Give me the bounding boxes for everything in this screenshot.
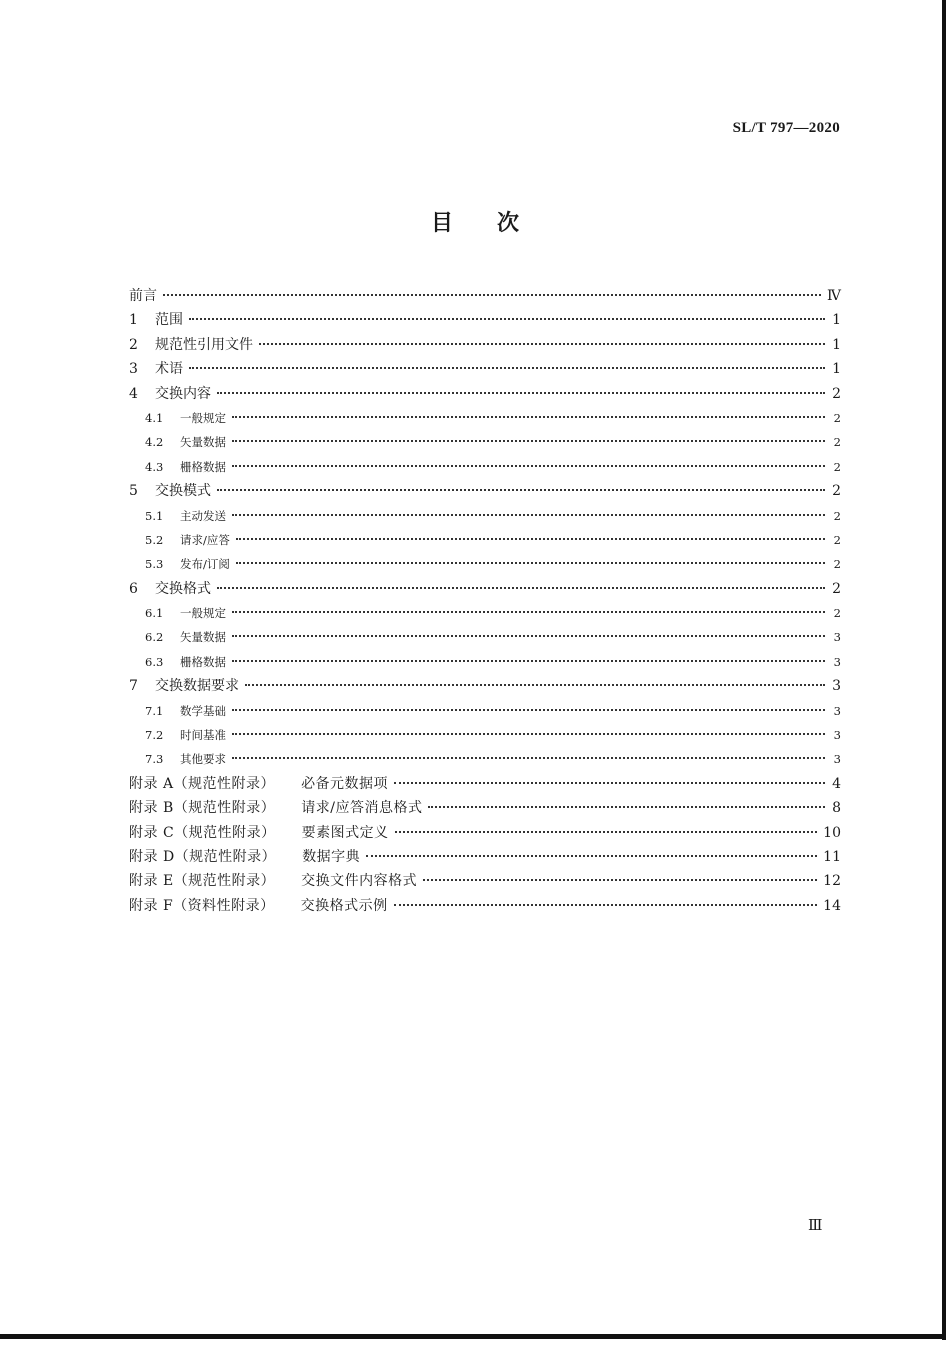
toc-entry-page: 2: [833, 606, 841, 621]
toc-entry-page: 2: [833, 459, 841, 474]
toc-entry[interactable]: [129, 479, 841, 503]
dot-leader: [189, 366, 825, 369]
dot-leader: [163, 293, 821, 296]
toc-entry-page: 3: [833, 703, 841, 718]
document-code: SL/T 797—2020: [732, 120, 840, 136]
toc-entry-page: 2: [833, 435, 841, 450]
toc-entry-number: 6.3: [145, 654, 164, 669]
toc-entry-label: 矢量数据: [180, 630, 226, 645]
toc-subentry[interactable]: [129, 625, 841, 649]
toc-entry-number: 7: [129, 678, 138, 695]
appendix-prefix: 附录 A（规范性附录）: [129, 775, 276, 792]
toc-entry-page: Ⅳ: [827, 288, 841, 304]
toc-entry-label: 发布/订阅: [180, 557, 230, 572]
toc-entry-page: 2: [832, 385, 841, 402]
toc-entry-number: 4: [129, 385, 138, 402]
toc-entry-label: 术语: [155, 361, 183, 378]
toc-entry-label: 一般规定: [180, 410, 226, 425]
toc-subentry[interactable]: [129, 504, 841, 528]
toc-entry-label: 一般规定: [180, 606, 226, 621]
toc-title-char-2: 次: [497, 211, 520, 236]
appendix-prefix: 附录 F（资料性附录）: [129, 897, 275, 914]
toc-entry-page: 2: [833, 410, 841, 425]
toc-entry-label: 交换格式: [155, 580, 211, 597]
dot-leader: [232, 513, 825, 516]
page-number: Ⅲ: [808, 1218, 823, 1234]
dot-leader: [232, 756, 825, 759]
toc-title-char-1: 目: [430, 211, 453, 236]
dot-leader: [232, 659, 825, 662]
toc-entry-page: 3: [833, 728, 841, 743]
dot-leader: [236, 537, 825, 540]
toc-entry[interactable]: [129, 382, 841, 406]
toc-entry-label: 栅格数据: [180, 654, 226, 669]
toc-entry-label: 范围: [155, 312, 183, 329]
toc-appendix-d[interactable]: [129, 845, 841, 869]
toc-entry-number: 4.1: [145, 410, 164, 425]
toc-entry-preface[interactable]: [129, 284, 841, 308]
toc-entry-label: 交换模式: [155, 483, 211, 500]
dot-leader: [232, 634, 825, 637]
dot-leader: [428, 805, 825, 808]
toc-entry-number: 7.2: [145, 728, 164, 743]
toc-subentry[interactable]: [129, 723, 841, 747]
toc-appendix-c[interactable]: [129, 821, 841, 845]
dot-leader: [217, 391, 825, 394]
toc-entry-number: 4.3: [145, 459, 164, 474]
toc-entry-page: 1: [832, 361, 841, 378]
toc-subentry[interactable]: [129, 528, 841, 552]
dot-leader: [395, 830, 818, 833]
toc-entry-page: 1: [832, 312, 841, 329]
dot-leader: [232, 610, 825, 613]
dot-leader: [232, 732, 825, 735]
appendix-prefix: 附录 D（规范性附录）: [129, 848, 277, 865]
toc-entry-page: 3: [833, 654, 841, 669]
toc-title: [0, 206, 950, 237]
dot-leader: [394, 903, 818, 906]
toc-entry-number: 7.1: [145, 703, 164, 718]
toc-entry-label: 栅格数据: [180, 459, 226, 474]
toc-entry-number: 4.2: [145, 435, 164, 450]
toc-entry-page: 11: [823, 848, 841, 865]
toc-entry-label: 时间基准: [180, 728, 226, 743]
dot-leader: [259, 342, 825, 345]
toc-entry-page: 2: [833, 508, 841, 523]
toc-entry-page: 3: [833, 630, 841, 645]
toc-entry-number: 3: [129, 361, 138, 378]
toc-entry[interactable]: [129, 308, 841, 332]
toc-entry-page: 10: [823, 824, 841, 841]
toc-entry-page: 8: [832, 800, 841, 817]
toc-entry-number: 5: [129, 483, 138, 500]
dot-leader: [232, 439, 825, 442]
toc-entry-number: 2: [129, 336, 138, 353]
dot-leader: [232, 464, 825, 467]
appendix-label: 请求/应答消息格式: [301, 800, 423, 817]
toc-entry[interactable]: [129, 333, 841, 357]
dot-leader: [217, 586, 825, 589]
toc-entry-page: 2: [832, 580, 841, 597]
page-edge-right: [942, 0, 946, 1340]
toc-subentry[interactable]: [129, 406, 841, 430]
toc-entry-number: 5.3: [145, 557, 164, 572]
dot-leader: [232, 415, 825, 418]
page-edge-bottom: [0, 1334, 946, 1339]
appendix-prefix: 附录 C（规范性附录）: [129, 824, 276, 841]
toc-subentry[interactable]: [129, 430, 841, 454]
toc-entry-number: 6.1: [145, 606, 164, 621]
toc-appendix-b[interactable]: [129, 796, 841, 820]
appendix-label: 要素图式定义: [301, 824, 389, 841]
toc-subentry[interactable]: [129, 601, 841, 625]
toc-entry-page: 2: [832, 483, 841, 500]
toc-entry-number: 6: [129, 580, 138, 597]
toc-subentry[interactable]: [129, 455, 841, 479]
toc-entry[interactable]: [129, 674, 841, 698]
toc-entry-number: 5.2: [145, 532, 164, 547]
toc-entry-label: 交换内容: [155, 385, 211, 402]
appendix-label: 交换格式示例: [300, 897, 388, 914]
toc-subentry[interactable]: [129, 699, 841, 723]
toc-entry-page: 3: [832, 678, 841, 695]
toc-entry-page: 14: [823, 897, 841, 914]
toc-entry-number: 1: [129, 312, 138, 329]
toc-entry-label: 交换数据要求: [155, 678, 239, 695]
toc-entry-page: 2: [833, 532, 841, 547]
dot-leader: [232, 708, 825, 711]
appendix-label: 数据字典: [302, 848, 361, 865]
dot-leader: [189, 317, 825, 320]
appendix-label: 交换文件内容格式: [301, 873, 418, 890]
appendix-label: 必备元数据项: [301, 775, 389, 792]
dot-leader: [236, 561, 825, 564]
dot-leader: [366, 854, 817, 857]
appendix-prefix: 附录 B（规范性附录）: [129, 800, 276, 817]
toc-entry[interactable]: [129, 357, 841, 381]
toc-entry-label: 前言: [129, 288, 157, 304]
toc-entry-label: 矢量数据: [180, 435, 226, 450]
toc-appendix-a[interactable]: [129, 772, 841, 796]
toc-entry-page: 1: [832, 336, 841, 353]
toc-entry-label: 其他要求: [180, 752, 226, 767]
dot-leader: [245, 683, 825, 686]
toc-entry[interactable]: [129, 577, 841, 601]
toc-appendix-e[interactable]: [129, 869, 841, 893]
toc-entry-page: 2: [833, 557, 841, 572]
toc-entry-number: 7.3: [145, 752, 164, 767]
table-of-contents: [129, 284, 841, 918]
toc-subentry[interactable]: [129, 552, 841, 576]
toc-entry-number: 6.2: [145, 630, 164, 645]
toc-entry-label: 规范性引用文件: [155, 336, 253, 353]
toc-entry-label: 请求/应答: [180, 532, 230, 547]
dot-leader: [217, 488, 825, 491]
toc-appendix-f[interactable]: [129, 894, 841, 918]
toc-entry-number: 5.1: [145, 508, 164, 523]
dot-leader: [423, 878, 817, 881]
toc-subentry[interactable]: [129, 747, 841, 771]
toc-subentry[interactable]: [129, 650, 841, 674]
dot-leader: [394, 781, 825, 784]
toc-entry-label: 主动发送: [180, 508, 226, 523]
appendix-prefix: 附录 E（规范性附录）: [129, 873, 276, 890]
toc-entry-page: 12: [823, 873, 841, 890]
toc-entry-label: 数学基础: [180, 703, 226, 718]
toc-entry-page: 3: [833, 752, 841, 767]
toc-entry-page: 4: [832, 775, 841, 792]
